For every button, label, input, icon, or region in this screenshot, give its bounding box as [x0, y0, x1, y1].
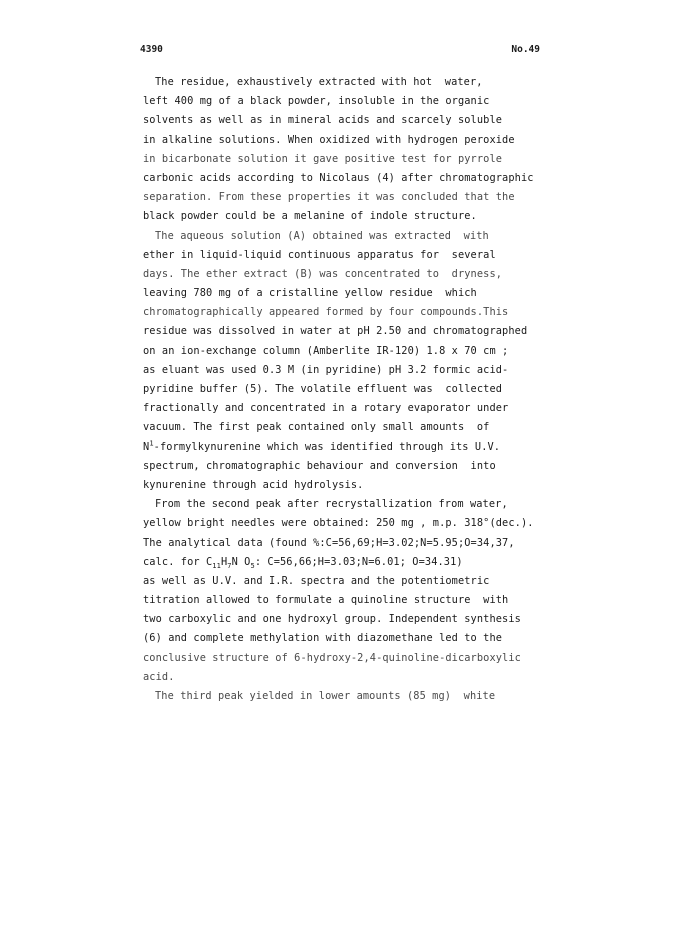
- text-line: black powder could be a melanine of indole structure.: [143, 210, 477, 223]
- text-line: as eluant was used 0.3 M (in pyridine) pH 3.2 formic acid-: [143, 363, 509, 376]
- text-line: conclusive structure of 6-hydroxy-2,4-quinoline-dicarboxylic: [143, 651, 521, 664]
- text-line: chromatographically appeared formed by four compounds.This: [143, 306, 509, 319]
- n-letter: N O: [231, 555, 251, 568]
- text-line: [143, 438, 543, 457]
- text-line: residue was dissolved in water at pH 2.50 and chromatographed: [143, 325, 528, 338]
- h-subscript: 7: [227, 561, 232, 570]
- text-line: [143, 553, 543, 572]
- text-line: two carboxylic and one hydroxyl group. Independent synthesis: [143, 613, 521, 626]
- text-line: The analytical data (found %:C=56,69;H=3.02;N=5.95;O=34,37,: [143, 536, 515, 549]
- text-line: pyridine buffer (5). The volatile effluent was collected: [143, 383, 503, 395]
- page-number: 4390: [140, 44, 163, 55]
- journal-issue: No.49: [511, 44, 540, 55]
- text-line-rest: -formylkynurenine which was identified through its U.V.: [153, 440, 501, 453]
- calc-prefix: calc. for C: [143, 555, 213, 568]
- text-line: (6) and complete methylation with diazomethane led to the: [143, 632, 503, 645]
- text-line: vacuum. The first peak contained only small amounts of: [143, 421, 490, 434]
- text-line: separation. From these properties it was concluded that the: [143, 191, 515, 204]
- text-line: spectrum, chromatographic behaviour and conversion into: [143, 459, 496, 472]
- text-line: The third peak yielded in lower amounts (85 mg) white: [155, 690, 496, 702]
- article-body: [143, 73, 543, 706]
- text-line: as well as U.V. and I.R. spectra and the potentiometric: [143, 574, 490, 587]
- text-line: The residue, exhaustively extracted with hot water,: [155, 76, 483, 88]
- text-line: yellow bright needles were obtained: 250 mg , m.p. 318°(dec.).: [143, 517, 534, 530]
- text-line: titration allowed to formulate a quinoline structure with: [143, 594, 509, 607]
- text-line: acid.: [143, 670, 175, 683]
- text-line: leaving 780 mg of a cristalline yellow residue which: [143, 287, 477, 300]
- text-line: From the second peak after recrystallization from water,: [155, 498, 508, 511]
- page-header: [140, 44, 540, 60]
- text-line: on an ion-exchange column (Amberlite IR-120) 1.8 x 70 cm ;: [143, 344, 509, 357]
- h-letter: H: [220, 555, 228, 568]
- text-line-rest: : C=56,66;H=3.03;N=6.01; O=34.31): [254, 555, 463, 568]
- text-line: ether in liquid-liquid continuous apparatus for several: [143, 248, 496, 261]
- text-line: kynurenine through acid hydrolysis.: [143, 478, 364, 491]
- text-line: left 400 mg of a black powder, insoluble in the organic: [143, 95, 490, 108]
- text-line: carbonic acids according to Nicolaus (4) after chromatographic: [143, 171, 534, 184]
- text-line: fractionally and concentrated in a rotary evaporator under: [143, 402, 509, 415]
- n-superscript: 1: [149, 439, 154, 448]
- text-line: solvents as well as in mineral acids and scarcely soluble: [143, 114, 503, 127]
- o-subscript: 5: [250, 561, 255, 570]
- text-line: in bicarbonate solution it gave positive test for pyrrole: [143, 152, 503, 165]
- c-subscript: 11: [212, 561, 221, 570]
- text-line: days. The ether extract (B) was concentrated to dryness,: [143, 267, 503, 280]
- n-prefix: N: [143, 440, 150, 453]
- text-line: in alkaline solutions. When oxidized with hydrogen peroxide: [143, 133, 515, 146]
- text-line: The aqueous solution (A) obtained was extracted with: [155, 229, 489, 242]
